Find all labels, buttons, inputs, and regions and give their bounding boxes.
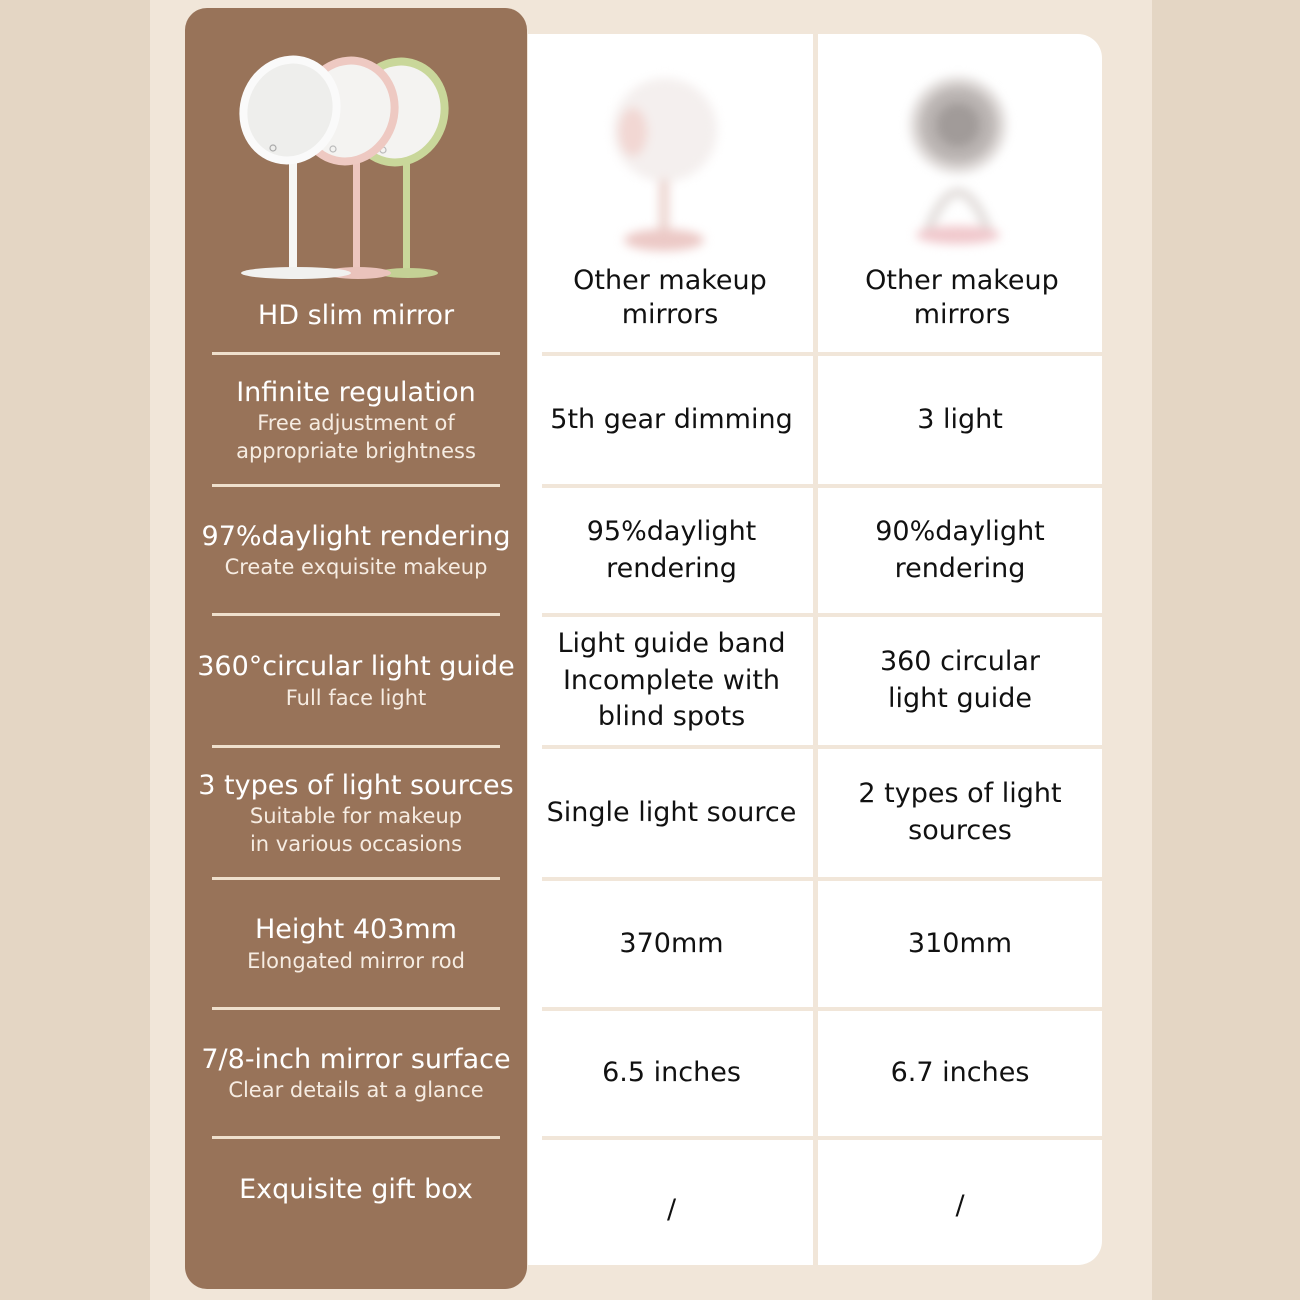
feature-title: Infinite regulation [236,376,476,408]
competitor-b-cell: 310mm [907,927,1013,959]
competitor-b-cell: 90%daylight rendering [875,515,1045,584]
feature-row [185,1011,527,1136]
competitor-b-cell: / [955,1189,965,1221]
competitor-a-cell: Light guide band Incomplete with blind spots [557,627,786,733]
feature-row [185,1140,527,1240]
competitor-b-cell: 3 light [917,403,1003,435]
competitor-a-cell: 95%daylight rendering [586,515,757,584]
feature-divider [212,352,500,355]
competitor-a-cell: 6.5 inches [602,1057,741,1088]
feature-divider [212,1007,500,1010]
feature-subtitle: Create exquisite makeup [224,555,488,580]
feature-divider [212,745,500,748]
feature-subtitle: Full face light [285,685,427,710]
feature-subtitle: Clear details at a glance [228,1078,484,1103]
feature-divider [212,484,500,487]
feature-divider [212,1136,500,1139]
feature-row [185,356,527,484]
feature-row [185,881,527,1007]
competitor-b-cell: 360 circular light guide [879,646,1041,714]
competitor-a-cell: 5th gear dimming [550,403,793,435]
competitor-a-cell: Single light source [546,796,797,828]
feature-divider [212,613,500,616]
feature-subtitle: Free adjustment of appropriate brightness [236,410,476,463]
competitor-a-cell: 370mm [619,927,724,959]
feature-subtitle: Suitable for makeup in various occasions [249,803,463,856]
feature-title: 3 types of light sources [198,769,514,801]
competitor-a-cell: / [666,1193,677,1225]
competitor-b-cell: 6.7 inches [890,1057,1030,1088]
competitor-a-label: Other makeup mirrors [573,265,767,330]
competitor-b-mirror-image [888,50,1038,260]
competitor-a-mirror-image [590,40,750,260]
feature-row [185,617,527,745]
feature-title: 7/8-inch mirror surface [201,1043,511,1075]
feature-row [185,488,527,613]
competitor-b-label: Other makeup mirrors [865,265,1059,330]
slim-mirror-image [228,55,468,290]
feature-subtitle: Elongated mirror rod [247,948,465,973]
feature-title: 97%daylight rendering [201,520,511,552]
feature-title: Exquisite gift box [239,1174,473,1206]
feature-row [185,749,527,877]
feature-title: Height 403mm [255,914,457,946]
feature-divider [212,877,500,880]
competitor-b-cell: 2 types of light sources [858,778,1062,846]
feature-title: 360°circular light guide [197,651,515,683]
product-name: HD slim mirror [257,300,455,332]
